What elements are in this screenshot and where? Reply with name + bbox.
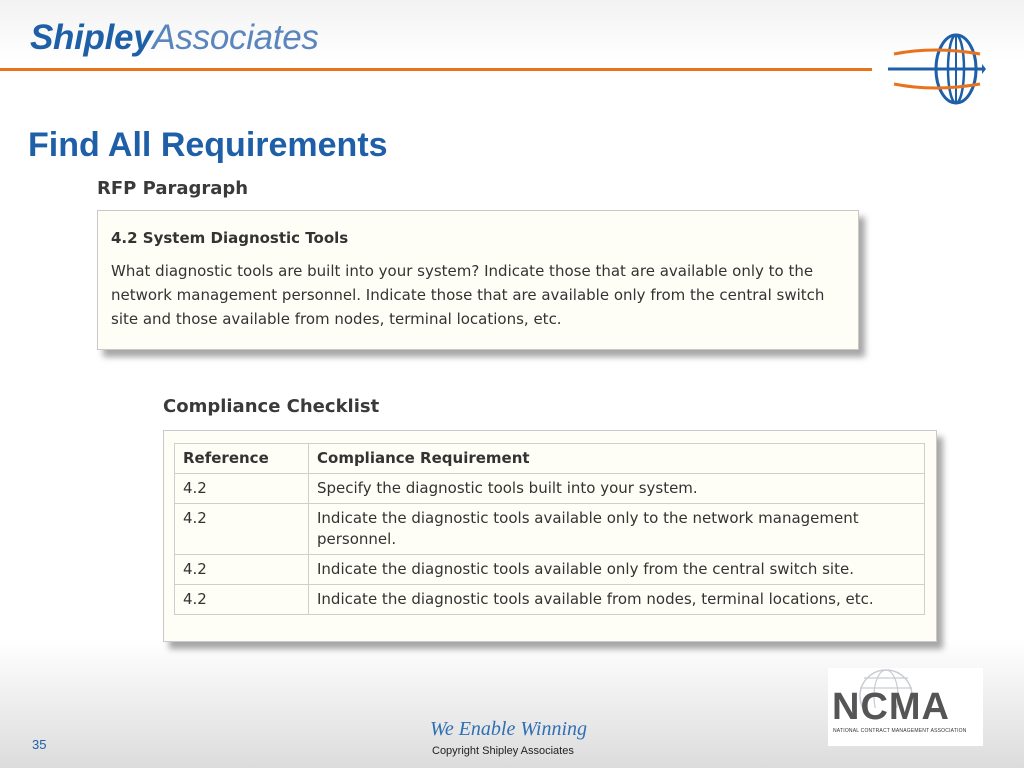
rfp-section-text: What diagnostic tools are built into your system? Indicate those that are available only to the network management personnel. Indicate those that are available only from the central switch site and those available from nodes, terminal locations, etc. <box>111 262 825 328</box>
column-header-requirement: Compliance Requirement <box>309 444 925 474</box>
reference-cell: 4.2 <box>175 555 309 585</box>
reference-cell: 4.2 <box>175 474 309 504</box>
globe-arrows-icon <box>884 28 986 110</box>
copyright-notice: Copyright Shipley Associates <box>432 745 574 757</box>
compliance-table <box>174 443 925 615</box>
requirement-cell: Indicate the diagnostic tools available from nodes, terminal locations, etc. <box>309 585 925 615</box>
header-divider <box>0 68 872 71</box>
compliance-checklist-label: Compliance Checklist <box>163 396 380 417</box>
table-header-row <box>175 444 925 474</box>
table-row <box>175 555 925 585</box>
ncma-letters <box>832 686 950 729</box>
ncma-subtext: NATIONAL CONTRACT MANAGEMENT ASSOCIATION <box>833 728 967 734</box>
slide-title: Find All Requirements <box>28 126 388 164</box>
shipley-associates-logo <box>30 18 319 58</box>
tagline: We Enable Winning <box>430 718 588 740</box>
reference-cell: 4.2 <box>175 585 309 615</box>
ncma-text: NCMA <box>832 686 950 728</box>
column-header-reference: Reference <box>175 444 309 474</box>
compliance-checklist-panel <box>163 430 937 642</box>
requirement-cell: Indicate the diagnostic tools available only to the network management personnel. <box>309 504 925 555</box>
page-number: 35 <box>32 737 47 752</box>
reference-cell: 4.2 <box>175 504 309 555</box>
brand-part-2: Associates <box>152 18 319 57</box>
requirement-cell: Specify the diagnostic tools built into your system. <box>309 474 925 504</box>
rfp-paragraph-panel <box>97 210 859 350</box>
table-row <box>175 585 925 615</box>
table-row <box>175 504 925 555</box>
rfp-section-heading: 4.2 System Diagnostic Tools <box>111 229 349 247</box>
rfp-paragraph-label: RFP Paragraph <box>97 178 249 199</box>
brand-part-1: Shipley <box>30 18 153 57</box>
table-row <box>175 474 925 504</box>
ncma-logo <box>828 668 983 746</box>
requirement-cell: Indicate the diagnostic tools available only from the central switch site. <box>309 555 925 585</box>
